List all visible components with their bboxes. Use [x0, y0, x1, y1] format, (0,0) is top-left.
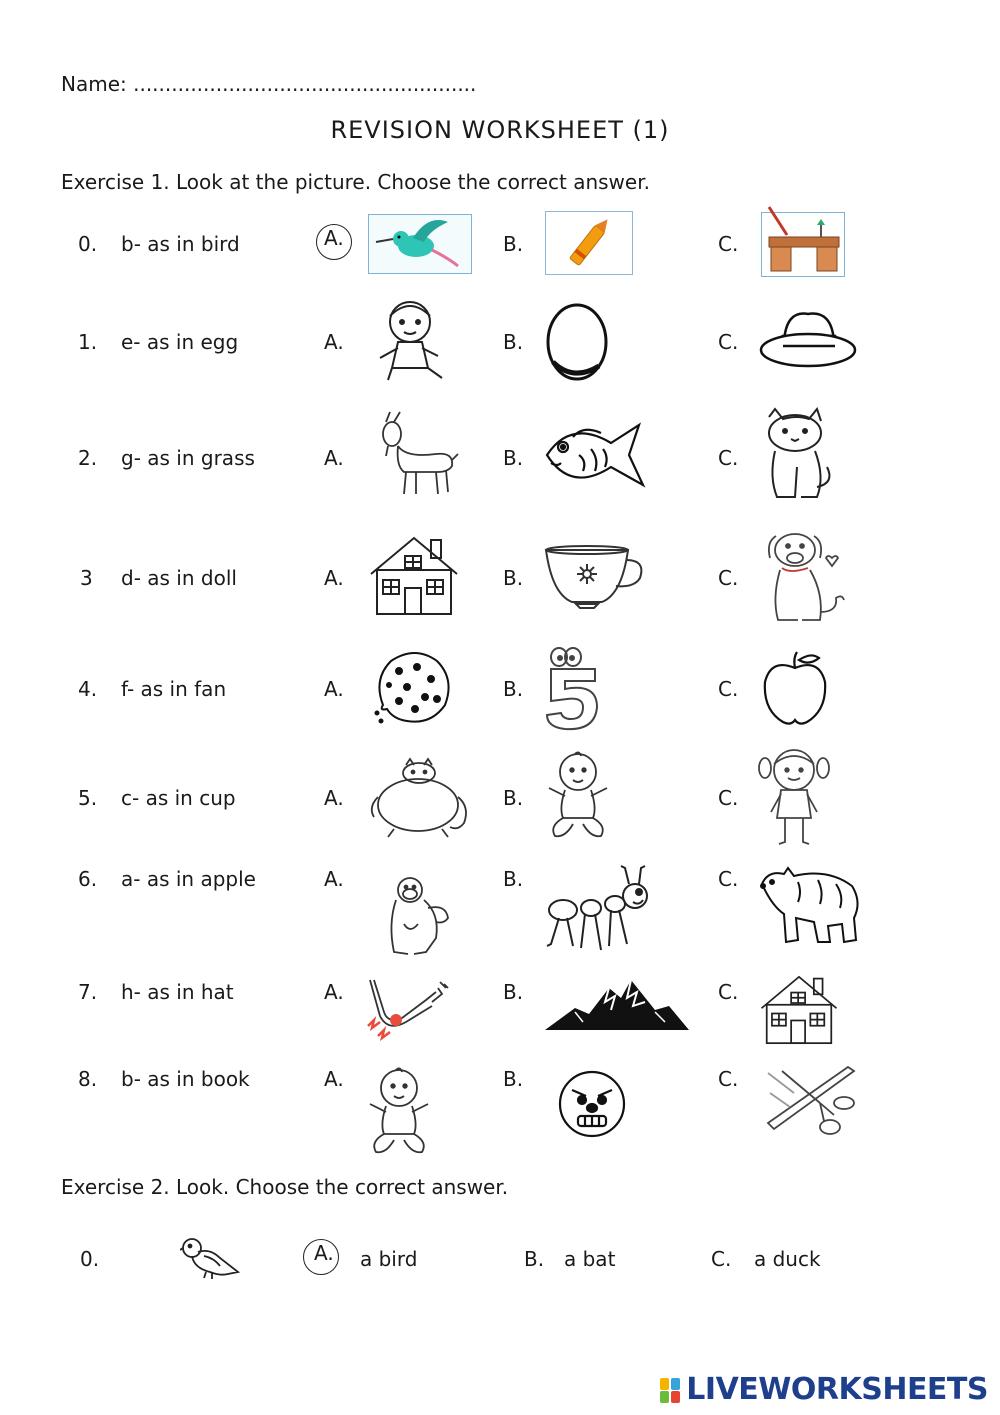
option-c-label[interactable]: C. [718, 446, 739, 470]
exercise1-heading: Exercise 1. Look at the picture. Choose the correct answer. [61, 170, 650, 194]
question-text: c- as in cup [121, 786, 236, 810]
exercise1-row-3 [0, 566, 1000, 606]
house-icon[interactable] [367, 534, 461, 618]
option-b-label[interactable]: B. [503, 446, 524, 470]
question-number: 7. [78, 980, 98, 1004]
option-c-label[interactable]: C. [718, 232, 739, 256]
option-b-label[interactable]: B. [503, 232, 524, 256]
girl-icon[interactable] [757, 746, 831, 848]
exercise2-row-0 [0, 1241, 1000, 1287]
option-a-label[interactable]: A. [324, 867, 344, 891]
bear-icon[interactable] [758, 862, 862, 946]
option-a-label[interactable]: A. [324, 1067, 344, 1091]
option-a-label[interactable]: A. [324, 786, 344, 810]
question-number: 0. [80, 1247, 100, 1271]
desk-icon[interactable] [761, 205, 845, 277]
option-b-label[interactable]: B. [503, 1067, 524, 1091]
scissors-icon[interactable] [764, 1063, 858, 1139]
page-title: REVISION WORKSHEET (1) [330, 116, 670, 144]
option-a-label[interactable]: A. [324, 980, 344, 1004]
option-a-label[interactable]: A. [324, 566, 344, 590]
question-number: 3 [80, 566, 93, 590]
baby-icon[interactable] [545, 748, 611, 840]
exercise1-row-2 [0, 446, 1000, 486]
crayon-icon[interactable] [545, 211, 633, 275]
question-text: b- as in book [121, 1067, 250, 1091]
question-text: e- as in egg [121, 330, 239, 354]
question-text: d- as in doll [121, 566, 237, 590]
question-number: 4. [78, 677, 98, 701]
cat-icon[interactable] [761, 407, 835, 503]
exercise1-row-4 [0, 677, 1000, 717]
cup-icon[interactable] [542, 544, 648, 610]
option-b-label[interactable]: B. [503, 980, 524, 1004]
apple-icon[interactable] [759, 650, 831, 726]
option-c-label[interactable]: C. [718, 330, 739, 354]
option-c-label[interactable]: C. [718, 980, 739, 1004]
brand-text: LIVEWORKSHEETS [686, 1372, 988, 1407]
liveworksheets-logo-icon [660, 1376, 682, 1404]
option-a-label[interactable]: A. [324, 446, 344, 470]
option-b-label[interactable]: B. [503, 867, 524, 891]
five-icon[interactable] [543, 645, 603, 731]
mountain-icon[interactable] [545, 972, 691, 1036]
option-c-label[interactable]: C. [718, 566, 739, 590]
option-a-label[interactable]: A. [314, 1241, 334, 1265]
gorilla-icon[interactable] [384, 874, 454, 958]
question-text: b- as in bird [121, 232, 240, 256]
fish-icon[interactable] [543, 415, 651, 497]
option-a-label[interactable]: A. [324, 677, 344, 701]
option-a-label[interactable]: A. [324, 330, 344, 354]
elbow-icon[interactable] [360, 976, 452, 1042]
option-c-label[interactable]: C. [711, 1247, 732, 1271]
question-number: 1. [78, 330, 98, 354]
question-text: f- as in fan [121, 677, 227, 701]
option-b-label[interactable]: B. [503, 786, 524, 810]
option-b-label[interactable]: B. [503, 566, 524, 590]
option-c-label[interactable]: C. [718, 677, 739, 701]
question-text: a- as in apple [121, 867, 256, 891]
ant-icon[interactable] [545, 864, 655, 958]
question-text: g- as in grass [121, 446, 255, 470]
goat-icon[interactable] [376, 410, 460, 500]
egg-icon[interactable] [543, 300, 611, 382]
question-number: 8. [78, 1067, 98, 1091]
name-line: Name: ...................................................... [61, 72, 477, 96]
option-b-label[interactable]: B. [503, 330, 524, 354]
option-b-label[interactable]: B. [524, 1247, 545, 1271]
option-c-label[interactable]: C. [718, 786, 739, 810]
option-c-text[interactable]: a duck [754, 1247, 821, 1271]
question-text: h- as in hat [121, 980, 234, 1004]
bird-icon [180, 1236, 240, 1280]
question-number: 5. [78, 786, 98, 810]
hat-icon[interactable] [758, 306, 858, 374]
option-b-label[interactable]: B. [503, 677, 524, 701]
cookie-icon[interactable] [371, 649, 455, 727]
option-c-label[interactable]: C. [718, 867, 739, 891]
option-c-label[interactable]: C. [718, 1067, 739, 1091]
option-b-text[interactable]: a bat [564, 1247, 616, 1271]
question-number: 2. [78, 446, 98, 470]
exercise2-heading: Exercise 2. Look. Choose the correct answer. [61, 1175, 509, 1199]
angry-face-icon[interactable] [556, 1068, 628, 1140]
baby-icon[interactable] [364, 1064, 434, 1156]
exercise1-row-0 [0, 226, 1000, 272]
question-number: 0. [78, 232, 98, 256]
option-a-label[interactable]: A. [324, 226, 344, 250]
fat-cat-icon[interactable] [366, 757, 472, 839]
exercise1-row-5 [0, 786, 1000, 826]
bird-icon[interactable] [368, 214, 472, 274]
option-a-text[interactable]: a bird [360, 1247, 418, 1271]
liveworksheets-logo [660, 1372, 988, 1407]
question-number: 6. [78, 867, 98, 891]
house-icon[interactable] [758, 970, 840, 1050]
exercise1-row-7 [0, 980, 1000, 1020]
doll-icon[interactable] [372, 296, 454, 384]
dog-icon[interactable] [762, 528, 848, 626]
